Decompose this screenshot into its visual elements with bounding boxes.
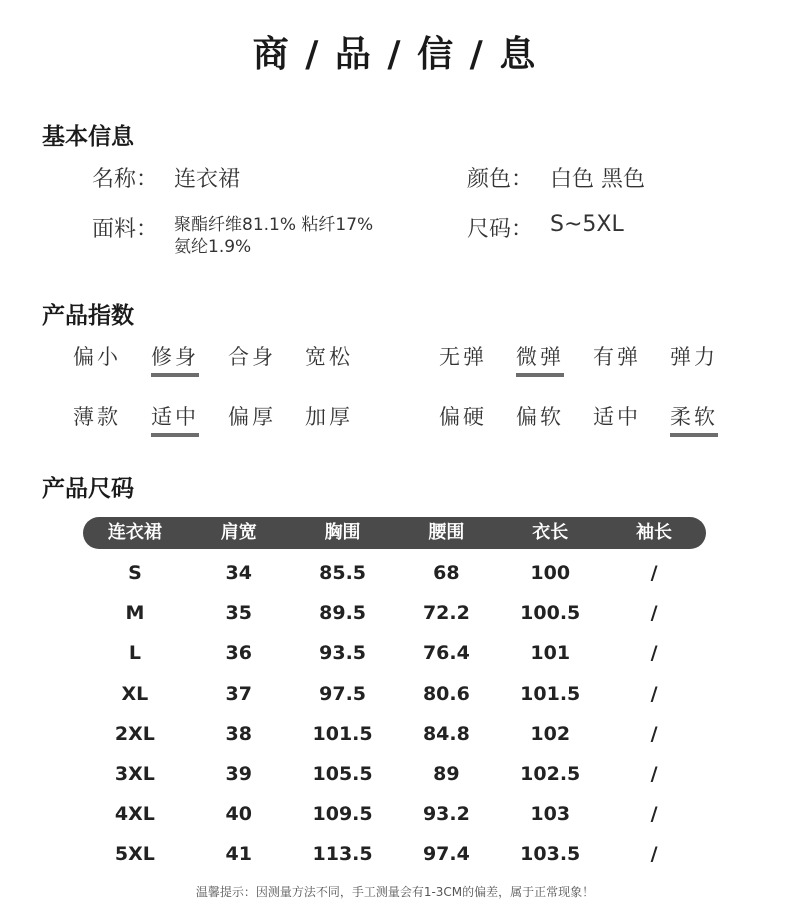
table-row [83,674,706,714]
table-cell: 97.4 [422,843,470,866]
table-cell: / [650,722,658,745]
fabric-value-line1: 聚酯纤维81.1% 粘纤17% [174,215,374,235]
size-table-body [83,553,706,875]
table-row [83,714,706,754]
table-cell: 34 [225,562,252,585]
fit-option-3: 宽松 [305,345,353,369]
table-cell: XL [121,682,149,705]
size-label: 尺码： [467,217,534,242]
table-cell: 39 [225,763,252,786]
table-cell: 80.6 [422,682,470,705]
softness-option-3: 柔软 [670,401,718,437]
header-cell: 胸围 [324,522,361,543]
thickness-option-2: 偏厚 [228,405,276,429]
table-cell: 37 [225,682,252,705]
table-cell: / [650,562,658,585]
table-cell: / [650,803,658,826]
softness-option-2: 适中 [593,405,641,429]
color-label: 颜色： [467,167,534,192]
table-cell: 102.5 [520,763,581,786]
table-row [83,593,706,633]
table-cell: 89.5 [319,602,367,625]
page-title: 商 / 品 / 信 / 息 [252,34,538,75]
header-cell: 肩宽 [220,522,257,543]
table-cell: S [128,562,142,585]
table-row [83,754,706,794]
size-value: S~5XL [550,212,624,237]
fit-option-0: 偏小 [73,345,121,369]
table-row [83,794,706,834]
table-cell: 40 [225,803,252,826]
table-cell: 2XL [114,722,155,745]
table-cell: 101.5 [312,722,373,745]
header-cell: 衣长 [532,522,569,543]
table-cell: 113.5 [312,843,373,866]
table-cell: / [650,763,658,786]
table-cell: 3XL [114,763,155,786]
table-cell: / [650,843,658,866]
table-cell: 84.8 [422,722,470,745]
table-row [83,553,706,593]
product-index-heading: 产品指数 [42,303,134,329]
table-cell: 38 [225,722,252,745]
name-value: 连衣裙 [174,167,241,192]
table-cell: 76.4 [422,642,470,665]
table-cell: 97.5 [319,682,367,705]
table-cell: 93.2 [422,803,470,826]
table-cell: 5XL [114,843,155,866]
table-cell: 100.5 [520,602,581,625]
table-cell: L [128,642,141,665]
basic-info-heading: 基本信息 [42,124,134,150]
table-row [83,834,706,874]
softness-option-1: 偏软 [516,405,564,429]
table-cell: 101.5 [520,682,581,705]
name-label: 名称： [92,167,159,192]
elastic-option-2: 有弹 [593,345,641,369]
table-cell: 102 [530,722,571,745]
fabric-label: 面料： [92,217,159,242]
thickness-option-1: 适中 [151,401,199,437]
table-cell: 89 [433,763,460,786]
table-cell: / [650,682,658,705]
table-cell: 68 [433,562,460,585]
elastic-option-0: 无弹 [439,345,487,369]
table-cell: 35 [225,602,252,625]
header-cell: 连衣裙 [107,522,162,543]
table-cell: 36 [225,642,252,665]
softness-option-0: 偏硬 [439,405,487,429]
table-cell: 100 [530,562,571,585]
header-cell: 腰围 [428,522,465,543]
thickness-option-0: 薄款 [73,405,121,429]
table-cell: 41 [225,843,252,866]
size-table-header [83,517,706,549]
table-cell: 4XL [114,803,155,826]
fabric-value-line2: 氨纶1.9% [174,237,252,257]
table-cell: 72.2 [422,602,470,625]
table-row [83,633,706,673]
table-cell: 85.5 [319,562,367,585]
table-cell: 109.5 [312,803,373,826]
table-cell: 93.5 [319,642,367,665]
size-chart-heading: 产品尺码 [42,476,134,502]
header-cell: 袖长 [636,522,673,543]
fit-option-1: 修身 [151,341,199,377]
table-cell: / [650,602,658,625]
table-cell: / [650,642,658,665]
elastic-option-1: 微弹 [516,341,564,377]
color-value: 白色 黑色 [550,167,645,192]
table-cell: 105.5 [312,763,373,786]
measurement-note: 温馨提示：因测量方法不同，手工测量会有1-3CM的偏差，属于正常现象！ [195,885,595,899]
fit-option-2: 合身 [228,345,276,369]
table-cell: 101 [530,642,571,665]
table-cell: 103.5 [520,843,581,866]
elastic-option-3: 弹力 [670,345,718,369]
table-cell: 103 [530,803,571,826]
table-cell: M [125,602,145,625]
thickness-option-3: 加厚 [305,405,353,429]
